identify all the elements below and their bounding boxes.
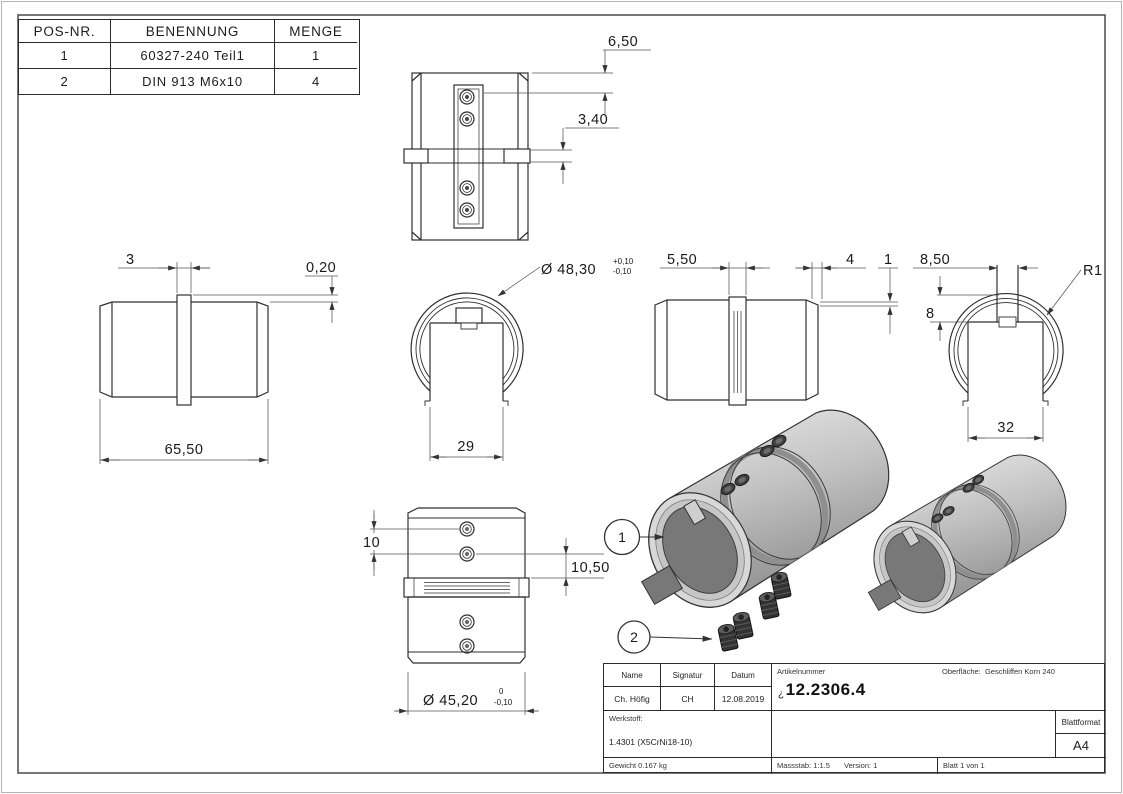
tb-signatur-header: Signatur	[661, 664, 715, 687]
dimension-6-50	[484, 50, 651, 116]
dimension-3-40	[530, 128, 619, 184]
tb-blattformat-label: Blattformat	[1056, 711, 1106, 734]
dim-tol-up: 0	[499, 687, 504, 696]
balloon-2	[618, 621, 712, 653]
title-block	[603, 663, 1105, 773]
top-view	[404, 73, 530, 240]
tb-empty-cell	[772, 711, 1056, 758]
dimension-r1	[1047, 270, 1081, 315]
dim-label-8: 8	[926, 306, 935, 322]
dim-label-5-50: 5,50	[667, 252, 698, 268]
dimension-1	[820, 268, 898, 334]
parts-list-table	[18, 19, 360, 95]
bottom-front-view	[404, 508, 529, 663]
screw-hole-top	[460, 90, 474, 217]
tb-oberflaeche: Oberfläche: Geschliffen Korn 240	[942, 667, 1055, 676]
tb-werkstoff-label: Werkstoff:	[609, 714, 643, 723]
dim-label-65-50: 65,50	[164, 442, 204, 458]
tb-artikelnummer-value: ¿12.2306.4	[778, 680, 866, 700]
dim-label-dia-45-20: Ø 45,20	[423, 693, 479, 709]
col-header-posnr: POS-NR.	[19, 20, 111, 43]
dim-label-4: 4	[846, 252, 855, 268]
dim-label-8-50: 8,50	[920, 252, 951, 268]
table-cell: 1	[19, 43, 111, 69]
dim-tol-dn: -0,10	[494, 698, 513, 707]
isometric-part-view	[628, 410, 888, 626]
dim-label-1: 1	[884, 252, 893, 268]
dim-label-3: 3	[126, 252, 135, 268]
col-header-benennung: BENENNUNG	[111, 20, 275, 43]
table-cell: 60327-240 Teil1	[111, 43, 275, 69]
dim-label-3-40: 3,40	[578, 112, 609, 128]
dim-label-r1: R1	[1083, 263, 1103, 279]
tb-gewicht-cell: Gewicht 0.167 kg	[604, 758, 772, 774]
tb-artikelnummer-label: Artikelnummer	[777, 667, 826, 676]
tb-werkstoff-cell	[604, 711, 772, 758]
tb-werkstoff-value: 1.4301 (X5CrNi18-10)	[609, 737, 693, 747]
mid-section-view	[411, 293, 523, 406]
tb-massstab-cell: Massstab: 1:1.5 Version: 1	[772, 758, 938, 774]
tb-artikelnummer-cell	[772, 664, 1106, 711]
right-side-view	[655, 297, 818, 405]
tb-datum-value: 12.08.2019	[715, 687, 772, 711]
dimension-8	[930, 276, 999, 341]
table-cell: 2	[19, 69, 111, 94]
dim-label-29: 29	[457, 439, 475, 455]
tb-name-value: Ch. Höfig	[604, 687, 661, 711]
tb-datum-header: Datum	[715, 664, 772, 687]
right-section-view	[949, 265, 1063, 406]
balloon-2-label: 2	[630, 629, 638, 645]
table-cell: DIN 913 M6x10	[111, 69, 275, 94]
dimension-4	[795, 262, 866, 299]
dimension-0-20	[193, 276, 338, 323]
tb-blattformat-value: A4	[1056, 734, 1106, 758]
tb-blatt-cell: Blatt 1 von 1	[943, 761, 985, 770]
tb-name-header: Name	[604, 664, 661, 687]
dim-label-dia-48-30: Ø 48,30	[541, 262, 597, 278]
dim-label-10-50: 10,50	[571, 560, 610, 576]
balloon-1-label: 1	[618, 529, 626, 545]
dim-label-6-50: 6,50	[608, 34, 639, 50]
dim-tol-dn: -0,10	[613, 267, 632, 276]
table-cell: 4	[311, 74, 321, 89]
dim-label-10: 10	[363, 535, 381, 551]
table-cell: 1	[275, 43, 357, 69]
dim-label-32: 32	[997, 420, 1015, 436]
dimension-dia-48-30	[498, 267, 540, 296]
dim-tol-up: +0,10	[613, 257, 634, 266]
dim-label-0-20: 0,20	[306, 260, 337, 276]
tb-signatur-value: CH	[661, 687, 715, 711]
col-header-menge: MENGE	[275, 20, 357, 43]
left-side-view	[100, 295, 268, 405]
